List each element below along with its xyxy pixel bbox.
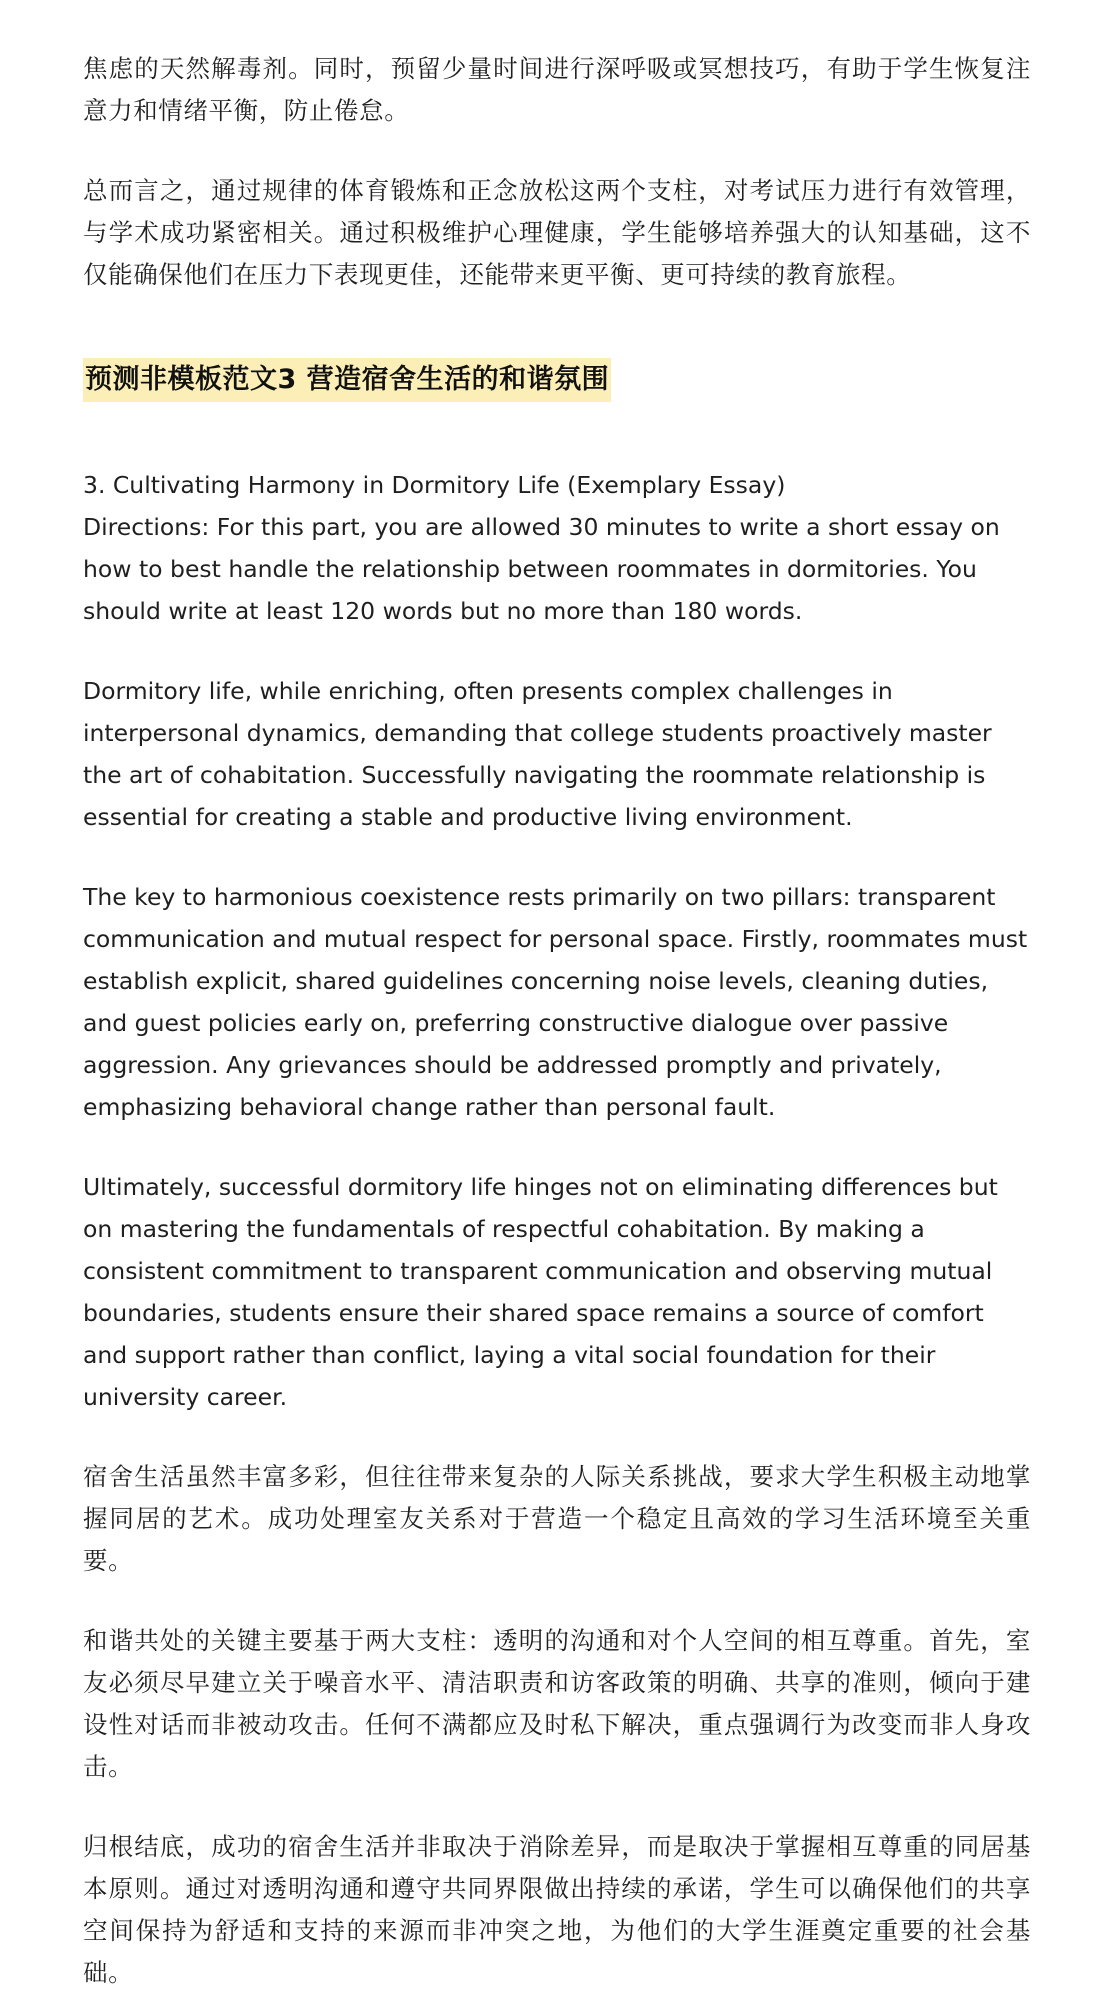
- essay-paragraph-3: Ultimately, successful dormitory life hinges not on eliminating differences but on mastering the fundamentals of respectful cohabitation. By making a consistent commitment to transparent communication and observing mutual boundaries, students ensure their shared space remains a source of comfort and support rather than conflict, laying a vital social foundation for their university career.: [83, 1173, 998, 1411]
- conclusion-paragraph: 总而言之，通过规律的体育锻炼和正念放松这两个支柱，对考试压力进行有效管理，与学术成功紧密相关。通过积极维护心理健康，学生能够培养强大的认知基础，这不仅能确保他们在压力下表现更佳，还能带来更平衡、更可持续的教育旅程。: [83, 176, 1031, 289]
- essay-paragraph-2: The key to harmonious coexistence rests primarily on two pillars: transparent communication and mutual respect for personal space. Firstly, roommates must establish explicit, shared guidelines concerning noise levels, cleaning duties, and guest policies early on, preferring constructive dialogue over passive aggression. Any grievances should be addressed promptly and privately, emphasizing behavioral change rather than personal fault.: [83, 883, 1028, 1121]
- translation-paragraph-1: 宿舍生活虽然丰富多彩，但往往带来复杂的人际关系挑战，要求大学生积极主动地掌握同居的艺术。成功处理室友关系对于营造一个稳定且高效的学习生活环境至关重要。: [83, 1462, 1031, 1575]
- essay-title: 3. Cultivating Harmony in Dormitory Life (Exemplary Essay): [83, 471, 786, 499]
- section-heading: 预测非模板范文3 营造宿舍生活的和谐氛围: [83, 358, 611, 402]
- essay-directions: Directions: For this part, you are allowed 30 minutes to write a short essay on how to best handle the relationship between roommates in dormitories. You should write at least 120 words but no more than 180 words.: [83, 513, 1000, 625]
- article-body: [83, 48, 1031, 1994]
- translation-paragraph-3: 归根结底，成功的宿舍生活并非取决于消除差异，而是取决于掌握相互尊重的同居基本原则。通过对透明沟通和遵守共同界限做出持续的承诺，学生可以确保他们的共享空间保持为舒适和支持的来源而非冲突之地，为他们的大学生涯奠定重要的社会基础。: [83, 1832, 1031, 1987]
- translation-paragraph-2: 和谐共处的关键主要基于两大支柱：透明的沟通和对个人空间的相互尊重。首先，室友必须尽早建立关于噪音水平、清洁职责和访客政策的明确、共享的准则，倾向于建设性对话而非被动攻击。任何不满都应及时私下解决，重点强调行为改变而非人身攻击。: [83, 1626, 1031, 1781]
- section-heading-wrap: [83, 358, 1031, 402]
- intro-paragraph-continued: 焦虑的天然解毒剂。同时，预留少量时间进行深呼吸或冥想技巧，有助于学生恢复注意力和情绪平衡，防止倦怠。: [83, 54, 1031, 125]
- essay-paragraph-1: Dormitory life, while enriching, often presents complex challenges in interpersonal dynamics, demanding that college students proactively master the art of cohabitation. Successfully navigating the roommate relationship is essential for creating a stable and productive living environment.: [83, 677, 992, 831]
